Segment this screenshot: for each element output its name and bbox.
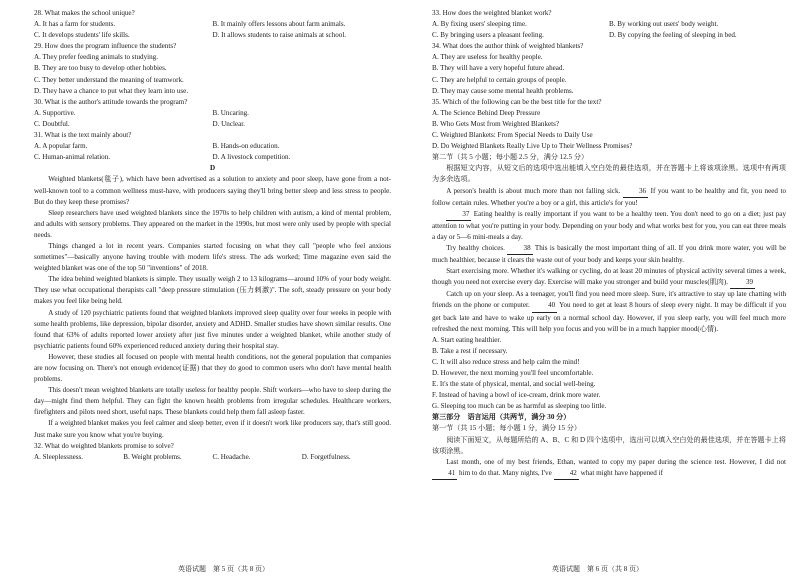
section-2-heading: 第二节（共 5 小题；每小题 2.5 分，满分 12.5 分） <box>432 153 589 162</box>
options-32 <box>34 452 391 463</box>
option-29a: A. They prefer feeding animals to studying. <box>34 53 158 62</box>
page-footer-left: 英语试题 第 5 页（共 8 页） <box>178 565 269 573</box>
passage-paragraph: If a weighted blanket makes you feel calmer and sleep better, even if it doesn't work like producers say, that's still good. Just make sure you know what you're buying. <box>34 419 391 439</box>
option-29c: C. They better understand the meaning of teamwork. <box>34 75 184 84</box>
cloze-paragraph: Start exercising more. Whether it's walking or cycling, do at least 20 minutes of physical activity several times a week, though you need not exercise every day. Exercise will make you stronger and build your muscles(肌肉). 39 <box>432 266 786 289</box>
option-33a: A. By fixing users' sleeping time. <box>432 20 527 29</box>
option-33c: C. By bringing users a pleasant feeling. <box>432 31 544 40</box>
question-30: 30. What is the author's attitude towards the program? <box>34 97 188 106</box>
option-30a: A. Supportive. <box>34 108 76 117</box>
answer-option: E. It's the state of physical, mental, and social well-being. <box>432 380 596 389</box>
blank-37: 37 <box>446 209 471 221</box>
option-31b: B. Hands-on education. <box>212 142 280 151</box>
options-35 <box>432 108 786 152</box>
answer-option: A. Start eating healthier. <box>432 335 502 344</box>
passage-paragraph: A study of 120 psychiatric patients found that weighted blankets improved sleep quality over four weeks in people with some health problems, like depression, bipolar disorder, anxiety and ADHD. Smaller studies have shown similar results. One found that 63% of adults reported lower anxiety after just five minutes under a weighted blanket, while another study of psychiatric patients found 60% experienced reduced anxiety during their hospital stay. <box>34 308 391 350</box>
cloze-paragraph: 37 Eating healthy is really important if you want to be a healthy teen. You don't need to go on a diet; just pay attention to what you're putting in your body. Depending on your body and what works best for you, you can eat three meals a day or 5—6 mini-meals a day. <box>432 209 786 241</box>
option-30d: D. Unclear. <box>212 119 245 128</box>
blank-39: 39 <box>730 277 755 289</box>
option-30b: B. Uncaring. <box>212 108 249 117</box>
section-d-heading: D <box>209 164 216 173</box>
answer-option: B. Take a rest if necessary. <box>432 346 508 355</box>
option-28a: A. It has a farm for students. <box>34 20 116 29</box>
blank-36: 36 <box>623 186 648 198</box>
passage-paragraph: However, these studies all focused on people with mental health conditions, not the general population that companies are now focusing on. There's not enough evidence(证据) that they do good to common users who don't have mental health problems. <box>34 352 391 384</box>
option-33d: D. By copying the feeling of sleeping in bed. <box>609 31 737 40</box>
question-34: 34. What does the author think of weighted blankets? <box>432 42 584 51</box>
question-28: 28. What makes the school unique? <box>34 9 135 17</box>
left-column <box>34 8 391 463</box>
options-30 <box>34 108 391 130</box>
cloze-paragraph: Catch up on your sleep. As a teenager, you'll find you need more sleep. Sure, it's attractive to stay up late chatting with friends on the phone or computer. 40 You need to get at least 8 hours of sleep every night. It may be difficult if you get back late and have to wake up early on a normal school day. However, if you sleep early, you will feel much more refreshed the next morning. This will help you focus and you will be in a much happier mood(心情). <box>432 290 786 333</box>
option-30c: C. Doubtful. <box>34 119 70 128</box>
answer-option: C. It will also reduce stress and help calm the mind! <box>432 357 580 366</box>
option-35b: B. Who Gets Most from Weighted Blankets? <box>432 119 560 128</box>
option-32b: B. Weight problems. <box>123 452 182 461</box>
cloze-paragraph: Last month, one of my best friends, Ethan, wanted to copy my paper during the science test. However, I did not 41 him to do that. Many nights, I've 42 what might have happened if <box>432 457 786 480</box>
option-28b: B. It mainly offers lessons about farm animals. <box>212 20 346 29</box>
options-29 <box>34 52 391 96</box>
question-32: 32. What do weighted blankets promise to solve? <box>34 441 174 450</box>
blank-41: 41 <box>432 468 457 480</box>
option-34b: B. They will have a very hopeful future ahead. <box>432 64 565 73</box>
options-34 <box>432 52 786 96</box>
question-35: 35. Which of the following can be the best title for the text? <box>432 97 602 106</box>
section-1-instructions: 阅读下面短文，从每题所给的 A、B、C 和 D 四个选项中，选出可以填入空白处的最佳选项，并在答题卡上将该项涂黑。 <box>432 435 786 455</box>
option-33b: B. By working out users' body weight. <box>609 20 719 29</box>
passage-paragraph: This doesn't mean weighted blankets are totally useless for healthy people. Shift workers—who have to sleep during the day—might find them helpful. They can fight the known health problems from irregular schedules. Healthcare workers, firefighters and pilots need short, useful naps. These blankets could help them fall asleep faster. <box>34 386 391 417</box>
option-32d: D. Forgetfulness. <box>301 452 351 461</box>
option-28d: D. It allows students to raise animals at school. <box>212 31 347 40</box>
part-3-heading: 第三部分 语言运用（共两节，满分 30 分） <box>432 413 571 422</box>
options-33 <box>432 19 786 41</box>
answer-option: D. However, the next morning you'll feel uncomfortable. <box>432 369 594 377</box>
cloze-paragraph: Try healthy choices. 38 This is basically the most important thing of all. If you drink more water, you will be much healthier, because it clears the waste out of your body and keeps your skin healthy. <box>432 243 786 265</box>
blank-38: 38 <box>507 243 532 255</box>
option-28c: C. It develops students' life skills. <box>34 31 130 40</box>
option-29d: D. They have a chance to put what they learn into use. <box>34 86 189 95</box>
option-31d: D. A livestock competition. <box>212 153 291 162</box>
option-35d: D. Do Weighted Blankets Really Live Up to Their Wellness Promises? <box>432 142 633 151</box>
answer-options <box>432 335 786 413</box>
answer-option: F. Instead of having a bowl of ice-cream, drink more water. <box>432 391 601 400</box>
option-34c: C. They are helpful to certain groups of people. <box>432 75 567 84</box>
section-1-heading: 第一节（共 15 小题；每小题 1 分，满分 15 分） <box>432 424 581 433</box>
cloze-paragraph: A person's health is about much more than not falling sick. 36 If you want to be healthy and fit, you need to follow certain rules. Whether you're a boy or a girl, this article's for you! <box>432 186 786 207</box>
option-31a: A. A popular farm. <box>34 142 88 151</box>
passage-paragraph: The idea behind weighted blankets is simple. They usually weigh 2 to 13 kilograms—around 10% of your body weight. They use what occupational therapists call "deep pressure stimulation (压力刺激)". The soft, steady pressure on your body makes you feel like being held. <box>34 275 391 306</box>
right-column <box>432 8 786 480</box>
option-32c: C. Headache. <box>212 452 251 461</box>
option-31c: C. Human-animal relation. <box>34 153 111 162</box>
blank-42: 42 <box>554 468 579 480</box>
question-29: 29. How does the program influence the students? <box>34 42 177 51</box>
question-31: 31. What is the text mainly about? <box>34 131 132 140</box>
blank-40: 40 <box>532 300 557 312</box>
passage-paragraph: Sleep researchers have used weighted blankets since the 1970s to help children with autism, a kind of mental problem, and adults with sensory problems. They appeared on the market in the 1990s, but most were only used by people with special needs. <box>34 208 391 239</box>
section-2-instructions: 根据短文内容，从短文后的选项中选出能填入空白处的最佳选项，并在答题卡上将该项涂黑。选项中有两项为多余选项。 <box>432 164 786 184</box>
option-35a: A. The Science Behind Deep Pressure <box>432 108 541 117</box>
passage-paragraph: Things changed a lot in recent years. Companies started focusing on what they call "people who feel anxious sometimes"—basically anyone having trouble with modern life's stress. The ads worked; Time magazine even said the weighted blanket was one of the top 50 "inventions" of 2018. <box>34 241 391 273</box>
passage-paragraph: Weighted blankets(毯子), which have been advertised as a solution to anxiety and poor sleep, have gone from a not-well-known tool to a common wellness must-have, with producers saying they'll bring better sleep and less stress to people. But do they keep these promises? <box>34 175 391 206</box>
option-34a: A. They are useless for healthy people. <box>432 53 543 62</box>
answer-option: G. Sleeping too much can be as harmful as sleeping too little. <box>432 402 607 411</box>
option-32a: A. Sleeplessness. <box>34 452 84 461</box>
option-35c: C. Weighted Blankets: From Special Needs to Daily Use <box>432 131 593 140</box>
options-28 <box>34 19 391 41</box>
options-31 <box>34 141 391 163</box>
option-29b: B. They are too busy to develop other hobbies. <box>34 64 167 73</box>
option-34d: D. They may cause some mental health problems. <box>432 86 574 95</box>
page-footer-right: 英语试题 第 6 页（共 8 页） <box>552 565 643 573</box>
question-33: 33. How does the weighted blanket work? <box>432 9 552 17</box>
